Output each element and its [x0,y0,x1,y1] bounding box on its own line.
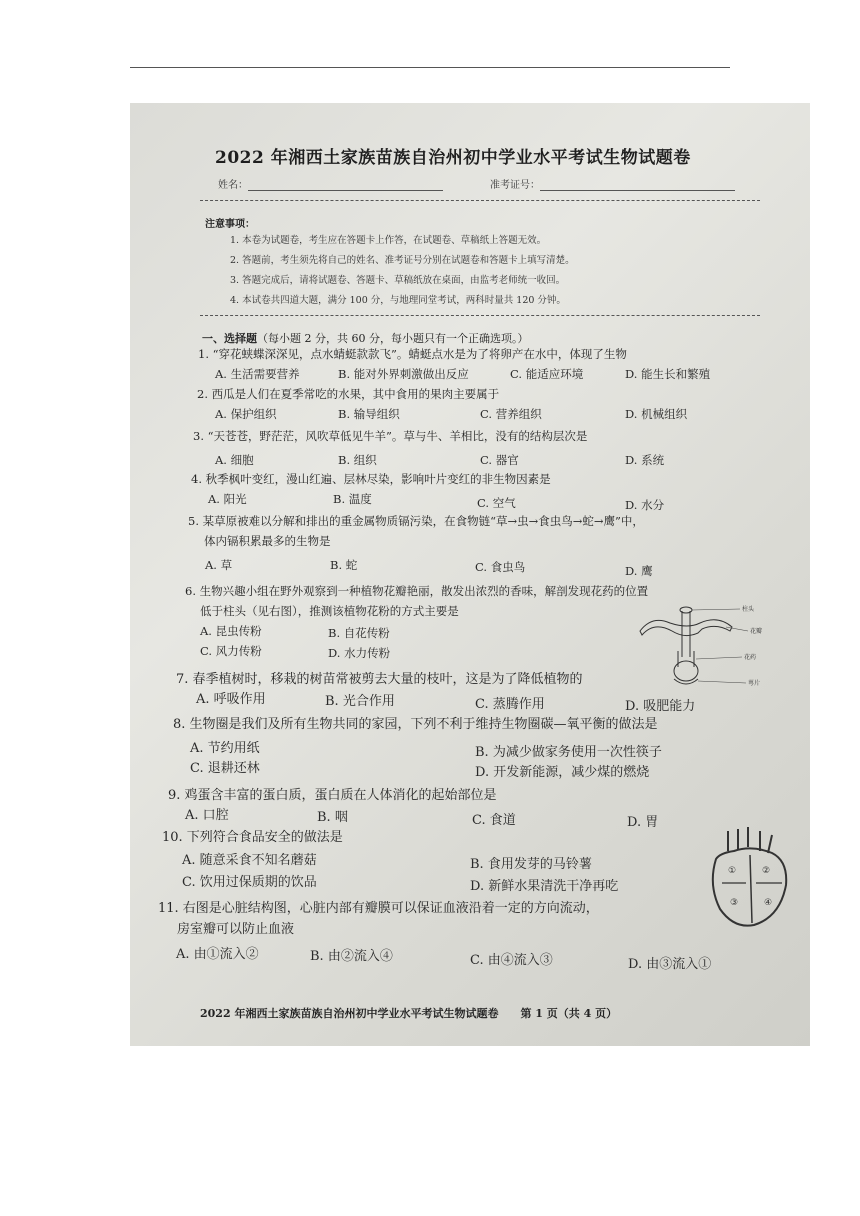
option: A. 节约用纸 [190,741,260,756]
label-line [692,609,740,610]
option: B. 温度 [333,492,372,506]
chamber-label: ③ [730,898,739,908]
option: C. 食道 [472,813,516,828]
label-line [698,681,746,683]
notes-heading: 注意事项： [205,219,255,230]
exam-paper-photo [130,103,810,1046]
stamen-shape [678,651,694,667]
note-item: 2. 答题前，考生须先将自己的姓名、准考证号分别在试题卷和答题卡上填写清楚。 [230,255,575,266]
question-stem: 5. 某草原被难以分解和排出的重金属物质镉污染，在食物链“草→虫→食虫鸟→蛇→鹰”中， [188,514,644,528]
option: C. 饮用过保质期的饮品 [182,875,317,890]
option: D. 开发新能源，减少煤的燃烧 [475,765,650,780]
option: A. 由①流入② [176,947,259,962]
flower-structure-figure [630,601,790,691]
option: A. 生活需要营养 [215,367,300,381]
id-label: 准考证号： [490,180,540,191]
question-stem: 3. “天苍苍，野茫茫，风吹草低见牛羊”。草与牛、羊相比，没有的结构层次是 [193,429,588,443]
option: C. 器官 [480,453,519,467]
figure-label: 萼片 [748,680,761,687]
question-stem: 低于柱头（见右图），推测该植物花粉的方式主要是 [200,604,459,618]
option: A. 草 [205,558,233,572]
id-blank [540,180,735,191]
option: C. 由④流入③ [470,953,553,968]
note-item: 3. 答题完成后，请将试题卷、答题卡、草稿纸放在桌面，由监考老师统一收回。 [230,275,566,286]
note-item: 4. 本试卷共四道大题，满分 100 分，与地理同堂考试，两科时量共 120 分钟。 [230,295,566,306]
question-stem: 11. 右图是心脏结构图，心脏内部有瓣膜可以保证血液沿着一定的方向流动， [158,901,599,916]
question-stem: 体内镉积累最多的生物是 [204,534,331,548]
option: D. 吸肥能力 [625,699,696,714]
name-label: 姓名： [218,180,248,191]
question-stem: 房室瓣可以防止血液 [177,922,295,937]
option: B. 自花传粉 [328,626,390,640]
page-footer: 2022 年湘西土家族苗族自治州初中学业水平考试生物试题卷 第 1 页（共 4 页） [200,1007,618,1020]
option: A. 随意采食不知名蘑菇 [182,853,317,868]
option: D. 鹰 [625,564,653,578]
option: C. 营养组织 [480,407,542,421]
option: D. 水分 [625,498,665,512]
option: D. 能生长和繁殖 [625,367,711,381]
id-field [490,176,735,191]
chamber-label: ④ [764,898,773,908]
question-stem: 7. 春季植树时，移栽的树苗常被剪去大量的枝叶，这是为了降低植物的 [176,672,583,687]
option: D. 机械组织 [625,407,688,421]
name-field [218,176,443,191]
option: C. 风力传粉 [200,644,262,658]
figure-label: 花瓣 [750,628,763,635]
petal-shape [640,620,732,636]
option: B. 光合作用 [325,694,395,709]
option: A. 昆虫传粉 [200,624,262,638]
question-stem: 4. 秋季枫叶变红，漫山红遍、层林尽染，影响叶片变红的非生物因素是 [191,472,551,486]
option: A. 细胞 [215,453,254,467]
option: D. 系统 [625,453,665,467]
name-blank [248,180,443,191]
section-label: 一、选择题 [202,332,257,345]
stigma-shape [680,607,692,613]
section-note: （每小题 2 分，共 60 分，每小题只有一个正确选项。） [257,332,529,345]
section-heading [202,330,528,346]
dashed-divider [200,200,760,201]
option: A. 口腔 [185,808,229,823]
chamber-label: ② [762,866,771,876]
option: A. 保护组织 [215,407,277,421]
option: B. 食用发芽的马铃薯 [470,857,592,872]
septum-line [750,855,752,923]
option: C. 蒸腾作用 [475,697,545,712]
figure-label: 花药 [744,654,757,661]
pistil-style [682,611,690,657]
option: A. 呼吸作用 [196,692,266,707]
question-stem: 6. 生物兴趣小组在野外观察到一种植物花瓣艳丽，散发出浓烈的香味，解剖发现花药的位置 [185,584,649,598]
option: C. 能适应环境 [510,367,584,381]
note-item: 1. 本卷为试题卷，考生应在答题卡上作答，在试题卷、草稿纸上答题无效。 [230,235,547,246]
figure-label: 柱头 [742,606,755,613]
option: B. 咽 [317,810,348,825]
option: B. 为减少做家务使用一次性筷子 [475,745,662,760]
question-stem: 8. 生物圈是我们及所有生物共同的家园，下列不利于维持生物圈碳—氧平衡的做法是 [173,717,658,732]
question-stem: 9. 鸡蛋含丰富的蛋白质，蛋白质在人体消化的起始部位是 [168,788,497,803]
question-stem: 10. 下列符合食品安全的做法是 [162,830,343,845]
ovary-shape [674,661,698,681]
option: A. 阳光 [208,492,247,506]
top-divider [130,67,730,68]
question-stem: 1. “穿花蛱蝶深深见，点水蜻蜓款款飞”。蜻蜓点水是为了将卵产在水中，体现了生物 [198,347,627,361]
chamber-label: ① [728,866,737,876]
option: B. 组织 [338,453,377,467]
exam-title: 2022 年湘西土家族苗族自治州初中学业水平考试生物试题卷 [215,148,691,168]
option: D. 水力传粉 [328,646,391,660]
option: B. 蛇 [330,558,358,572]
option: B. 能对外界刺激做出反应 [338,367,469,381]
question-stem: 2. 西瓜是人们在夏季常吃的水果，其中食用的果肉主要属于 [197,387,500,401]
option: B. 由②流入④ [310,949,393,964]
option: C. 空气 [477,496,516,510]
dashed-divider [200,315,760,316]
label-line [696,657,742,659]
option: C. 食虫鸟 [475,560,526,574]
heart-structure-figure [698,825,798,933]
notes-list [230,231,575,311]
option: B. 输导组织 [338,407,400,421]
option: D. 胃 [627,815,659,830]
option: C. 退耕还林 [190,761,260,776]
option: D. 新鲜水果清洗干净再吃 [470,879,619,894]
option: D. 由③流入① [628,957,712,972]
